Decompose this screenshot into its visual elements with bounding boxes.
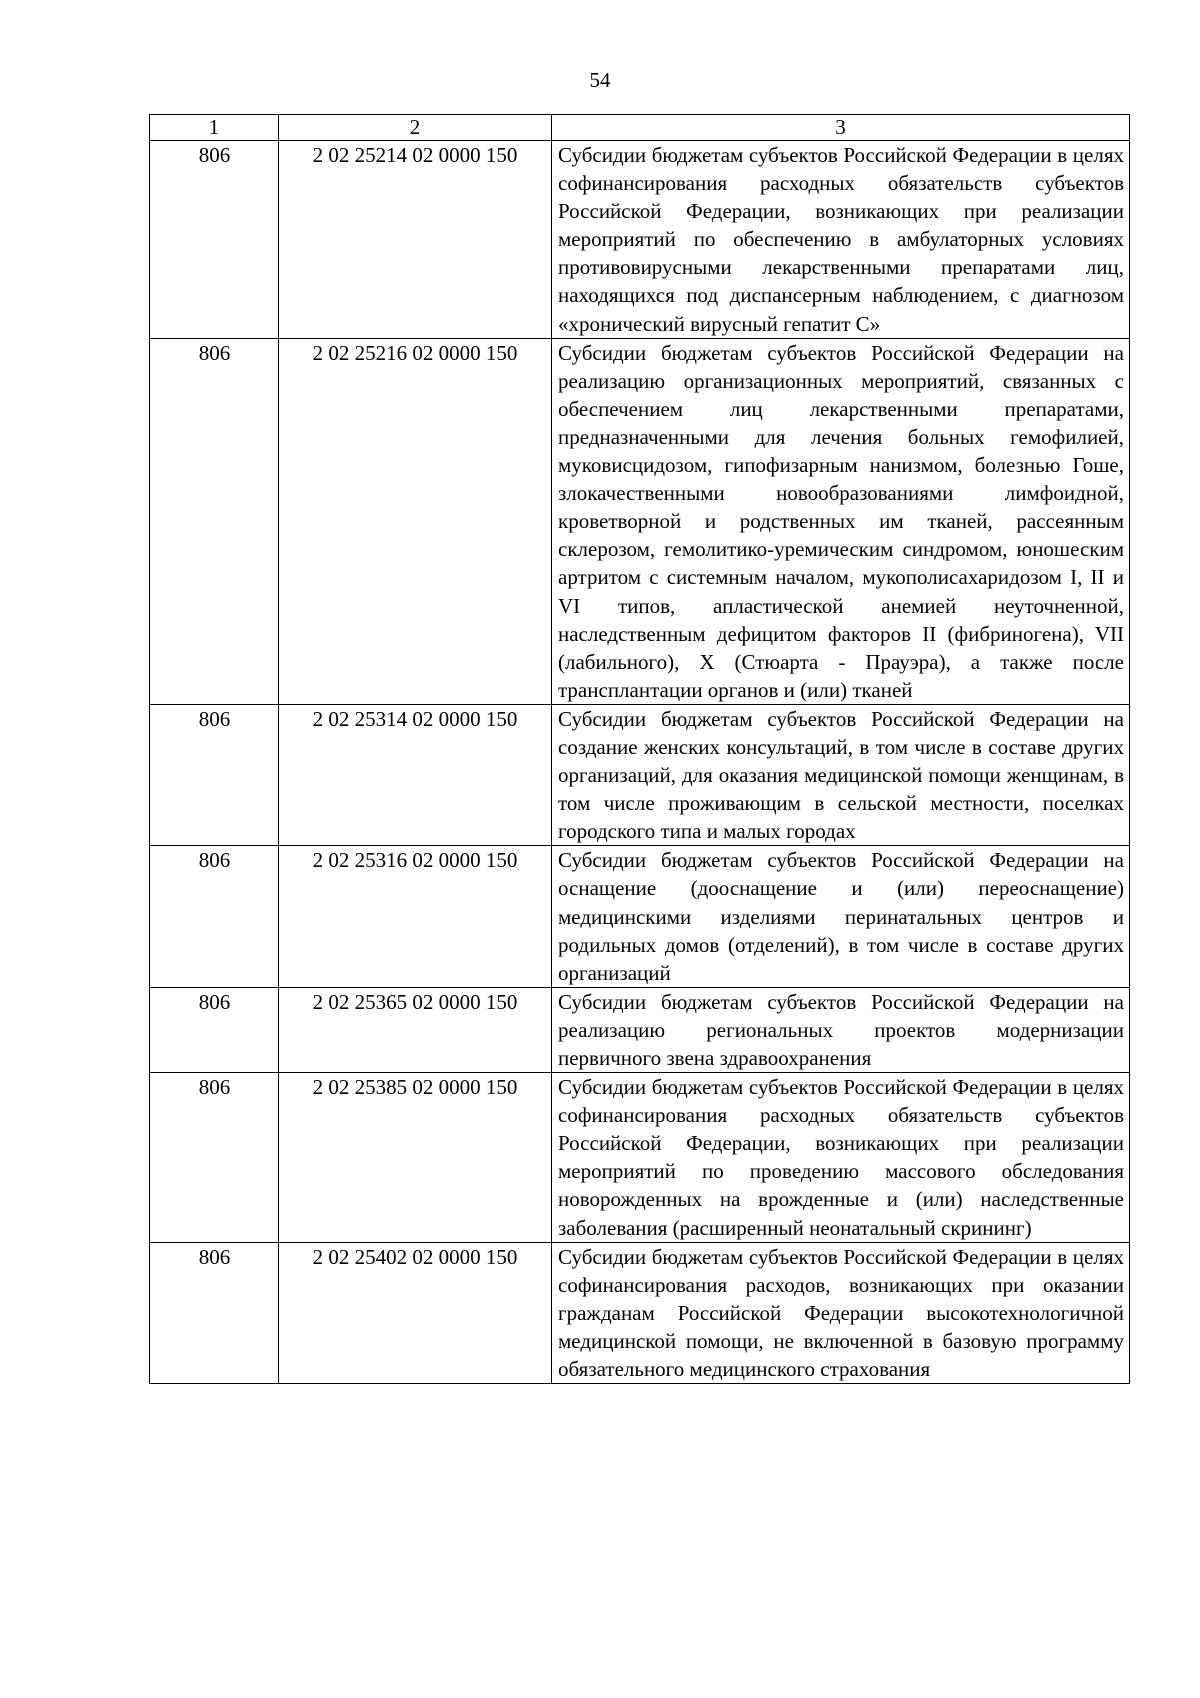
page-number: 54 [589, 68, 611, 92]
table-row [150, 846, 1130, 987]
column-header-1: 1 [150, 115, 279, 141]
description-cell: Субсидии бюджетам субъектов Российской Федерации в целях софинансирования расходов, возникающих при оказании гражданам Российской Федерации высокотехнологичной медицинской помощи, не включенной в базовую программу обязательного медицинского страхования [552, 1242, 1130, 1383]
description-cell: Субсидии бюджетам субъектов Российской Федерации на реализацию организационных мероприятий, связанных с обеспечением лиц лекарственными препаратами, предназначенными для лечения больных гемофилией, муковисцидозом, гипофизарным нанизмом, болезнью Гоше, злокачественными новообразованиями лимфоидной, кроветворной и родственных им тканей, рассеянным склерозом, гемолитико-уремическим синдромом, юношеским артритом с системным началом, мукополисахаридозом I, II и VI типов, апластической анемией неуточненной, наследственным дефицитом факторов II (фибриногена), VII (лабильного), X (Стюарта - Прауэра), а также после трансплантации органов и (или) тканей [552, 338, 1130, 704]
description-cell: Субсидии бюджетам субъектов Российской Федерации на оснащение (дооснащение и (или) переоснащение) медицинскими изделиями перинатальных центров и родильных домов (отделений), в том числе в составе других организаций [552, 846, 1130, 987]
column-header-3: 3 [552, 115, 1130, 141]
admin-code-cell: 806 [150, 846, 279, 987]
admin-code-cell: 806 [150, 704, 279, 845]
description-cell: Субсидии бюджетам субъектов Российской Федерации в целях софинансирования расходных обязательств субъектов Российской Федерации, возникающих при реализации мероприятий по обеспечению в амбулаторных условиях противовирусными лекарственными препаратами лиц, находящихся под диспансерным наблюдением, с диагнозом «хронический вирусный гепатит С» [552, 141, 1130, 339]
admin-code-cell: 806 [150, 987, 279, 1072]
admin-code-cell: 806 [150, 1242, 279, 1383]
income-code-cell: 2 02 25214 02 0000 150 [279, 141, 552, 339]
income-code-cell: 2 02 25365 02 0000 150 [279, 987, 552, 1072]
income-code-cell: 2 02 25314 02 0000 150 [279, 704, 552, 845]
budget-classification-table [149, 114, 1130, 1384]
description-cell: Субсидии бюджетам субъектов Российской Федерации в целях софинансирования расходных обязательств субъектов Российской Федерации, возникающих при реализации мероприятий по проведению массового обследования новорожденных на врожденные и (или) наследственные заболевания (расширенный неонатальный скрининг) [552, 1073, 1130, 1243]
table-row [150, 141, 1130, 339]
admin-code-cell: 806 [150, 1073, 279, 1243]
table-row [150, 1073, 1130, 1243]
admin-code-cell: 806 [150, 338, 279, 704]
table-row [150, 987, 1130, 1072]
table-header-row [150, 115, 1130, 141]
admin-code-cell: 806 [150, 141, 279, 339]
income-code-cell: 2 02 25216 02 0000 150 [279, 338, 552, 704]
income-code-cell: 2 02 25402 02 0000 150 [279, 1242, 552, 1383]
table-row [150, 1242, 1130, 1383]
table-row [150, 338, 1130, 704]
column-header-2: 2 [279, 115, 552, 141]
table-row [150, 704, 1130, 845]
income-code-cell: 2 02 25385 02 0000 150 [279, 1073, 552, 1243]
description-cell: Субсидии бюджетам субъектов Российской Федерации на реализацию региональных проектов модернизации первичного звена здравоохранения [552, 987, 1130, 1072]
description-cell: Субсидии бюджетам субъектов Российской Федерации на создание женских консультаций, в том числе в составе других организаций, для оказания медицинской помощи женщинам, в том числе проживающим в сельской местности, поселках городского типа и малых городах [552, 704, 1130, 845]
income-code-cell: 2 02 25316 02 0000 150 [279, 846, 552, 987]
